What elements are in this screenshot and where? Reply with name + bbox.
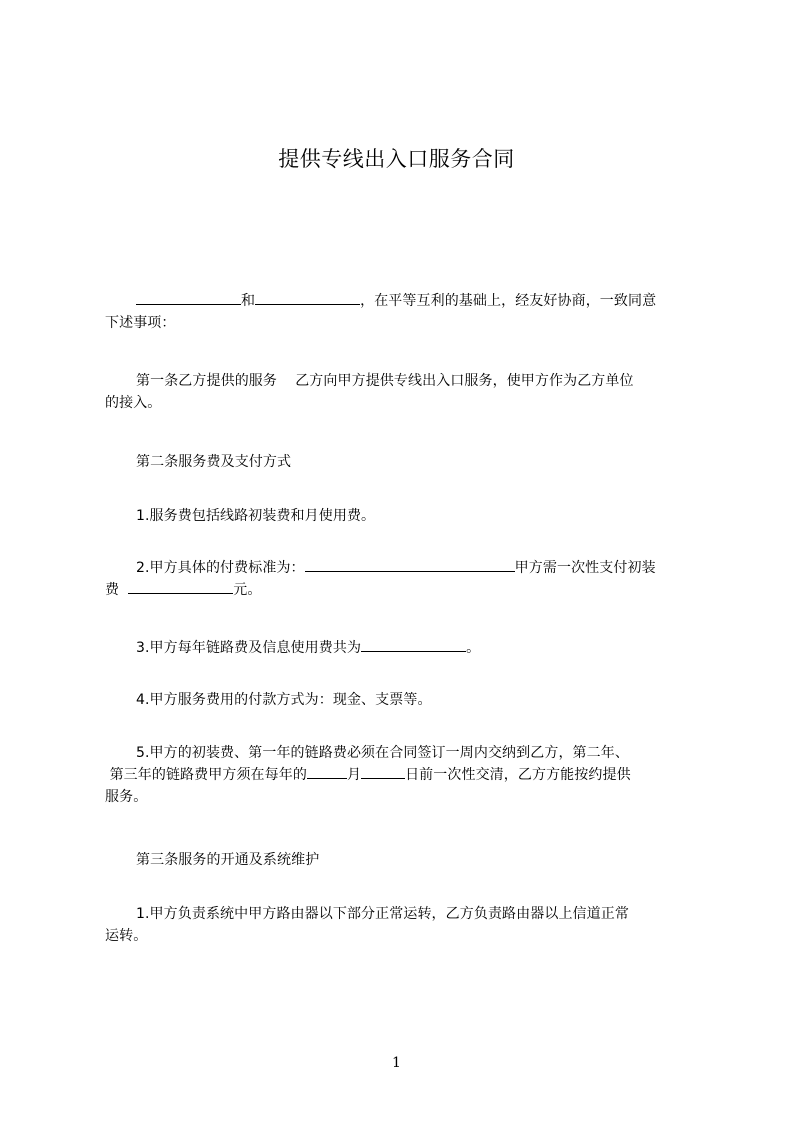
article-1-text: 乙方向甲方提供专线出入口服务，使甲方作为乙方单位 — [295, 373, 634, 389]
item-2-5-b: 第三年的链路费甲方须在每年的 — [109, 767, 307, 783]
article-2-item-1-text: 1.服务费包括线路初装费和月使用费。 — [136, 508, 376, 524]
item-2-2-d: 元。 — [233, 582, 262, 598]
article-2-item-2-line-2 — [105, 579, 703, 601]
article-2-item-1 — [105, 505, 703, 527]
party-b-blank — [255, 290, 360, 305]
day-blank — [361, 764, 405, 779]
item-2-5-c: 月 — [346, 767, 362, 783]
item-2-5-d: 日前一次性交清，乙方方能按约提供 — [405, 767, 631, 783]
page-number: 1 — [392, 1055, 401, 1071]
article-2-heading-text: 第二条服务费及支付方式 — [136, 454, 292, 470]
intro-rest: ，在平等互利的基础上，经友好协商，一致同意 — [360, 293, 657, 309]
intro-line-2: 下述事项： — [105, 315, 176, 331]
article-3-item-1 — [105, 903, 703, 947]
article-1-line-1 — [105, 370, 703, 392]
article-1-heading: 第一条乙方提供的服务 — [136, 373, 277, 389]
item-2-3-b: 。 — [466, 640, 481, 656]
fee-standard-blank — [305, 557, 515, 572]
intro-line-1 — [105, 290, 703, 312]
article-2-item-5-line-1: 5.甲方的初装费、第一年的链路费必须在合同签订一周内交纳到乙方，第二年、 — [136, 745, 629, 761]
article-2-item-5-line-2 — [105, 764, 703, 786]
install-fee-blank — [128, 579, 233, 594]
article-1 — [105, 370, 703, 414]
article-2-item-4-text: 4.甲方服务费用的付款方式为：现金、支票等。 — [136, 692, 432, 708]
intro-paragraph — [105, 290, 703, 334]
item-2-2-b: 甲方需一次性支付初装 — [514, 560, 656, 576]
item-2-2-a: 2.甲方具体的付费标准为： — [136, 560, 305, 576]
article-3-item-1-line-2: 运转。 — [105, 928, 148, 944]
article-2-item-5 — [105, 742, 703, 808]
annual-fee-blank — [361, 637, 466, 652]
document-title: 提供专线出入口服务合同 — [278, 147, 515, 171]
article-2-item-2 — [105, 557, 703, 601]
party-a-blank — [136, 290, 241, 305]
item-2-2-c: 费 — [105, 582, 120, 598]
month-blank — [307, 764, 347, 779]
article-3-heading-text: 第三条服务的开通及系统维护 — [136, 852, 320, 868]
article-2-heading — [105, 451, 703, 473]
article-1-line-2: 的接入。 — [105, 395, 162, 411]
item-2-3-a: 3.甲方每年链路费及信息使用费共为 — [136, 640, 362, 656]
article-2-item-4 — [105, 689, 703, 711]
article-2-item-2-line-1 — [105, 557, 703, 579]
article-3-heading — [105, 849, 703, 871]
article-3-item-1-line-1: 1.甲方负责系统中甲方路由器以下部分正常运转，乙方负责路由器以上信道正常 — [136, 906, 629, 922]
article-2-item-3 — [105, 637, 703, 659]
intro-and: 和 — [241, 293, 256, 309]
article-2-item-5-line-3: 服务。 — [105, 789, 148, 805]
article-2-item-3-line — [105, 637, 703, 659]
